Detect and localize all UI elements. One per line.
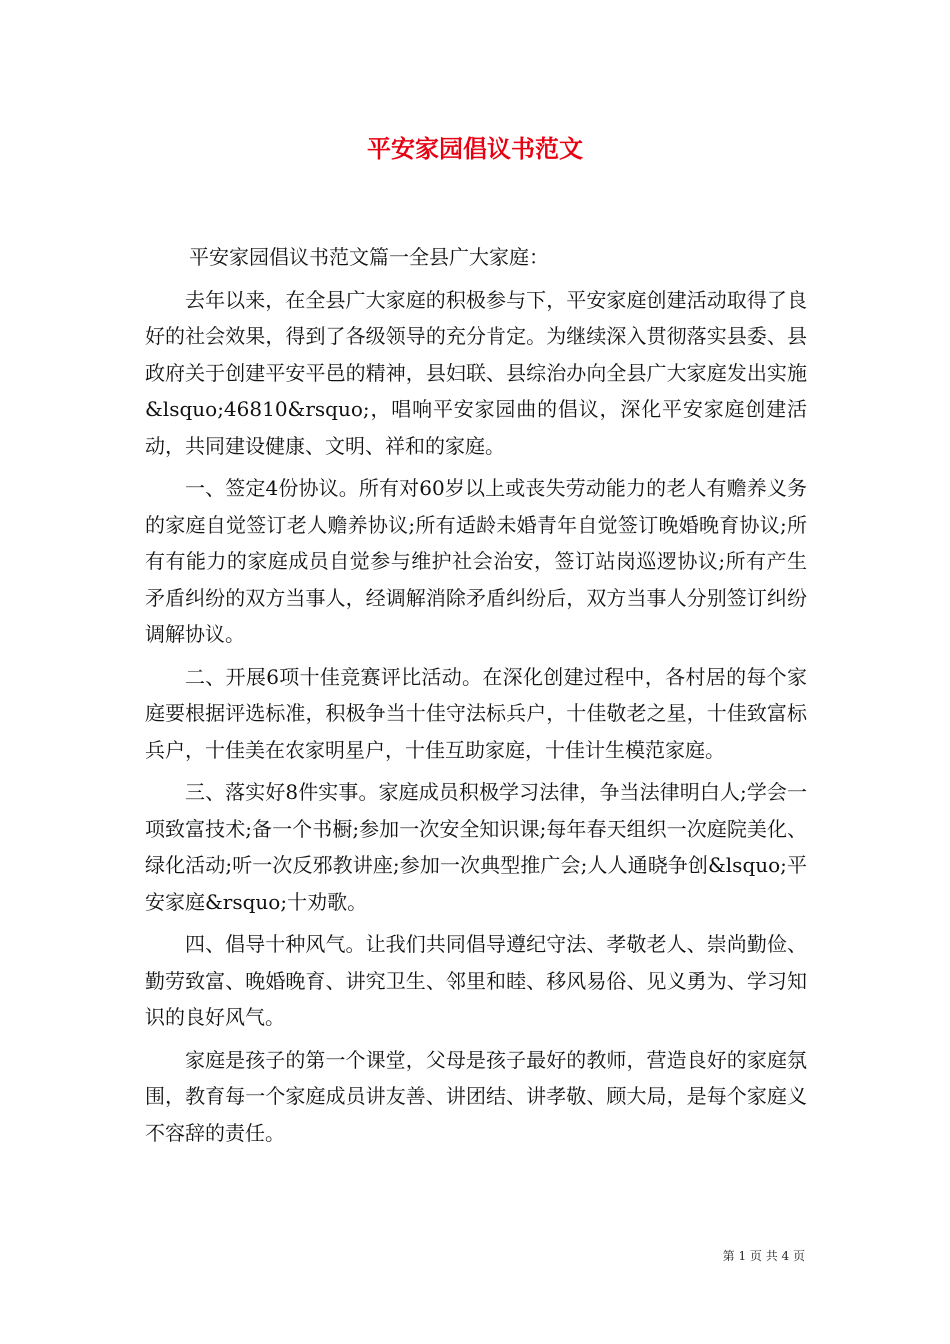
paragraph-item-2: 二、开展6项十佳竞赛评比活动。在深化创建过程中，各村居的每个家庭要根据评选标准，积极争当十佳守法标兵户，十佳敬老之星，十佳致富标兵户，十佳美在农家明星户，十佳互助家庭，十佳计生模范家庭。 — [145, 664, 807, 762]
paragraph-conclusion: 家庭是孩子的第一个课堂，父母是孩子最好的教师，营造良好的家庭氛围，教育每一个家庭成员讲友善、讲团结、讲孝敬、顾大局，是每个家庭义不容辞的责任。 — [145, 1047, 807, 1145]
page-number-footer: 第 1 页 共 4 页 — [722, 1249, 805, 1263]
paragraph-item-3: 三、落实好8件实事。家庭成员积极学习法律，争当法律明白人;学会一项致富技术;备一个书橱;参加一次安全知识课;每年春天组织一次庭院美化、绿化活动;听一次反邪教讲座;参加一次典型推广会;人人通晓争创&lsquo;平安家庭&rsquo;十劝歌。 — [145, 780, 807, 914]
document-title: 平安家园倡议书范文 — [367, 134, 583, 163]
paragraph-greeting: 平安家园倡议书范文篇一全县广大家庭： — [189, 245, 549, 269]
paragraph-intro: 去年以来，在全县广大家庭的积极参与下，平安家庭创建活动取得了良好的社会效果，得到了各级领导的充分肯定。为继续深入贯彻落实县委、县政府关于创建平安平邑的精神，县妇联、县综治办向全县广大家庭发出实施&lsquo;46810&rsquo;，唱响平安家园曲的倡议，深化平安家庭创建活动，共同建设健康、文明、祥和的家庭。 — [145, 287, 807, 458]
document-body — [145, 239, 807, 1157]
paragraph-item-1: 一、签定4份协议。所有对60岁以上或丧失劳动能力的老人有赡养义务的家庭自觉签订老人赡养协议;所有适龄未婚青年自觉签订晚婚晚育协议;所有有能力的家庭成员自觉参与维护社会治安，签订站岗巡逻协议;所有产生矛盾纠纷的双方当事人，经调解消除矛盾纠纷后，双方当事人分别签订纠纷调解协议。 — [145, 476, 807, 646]
paragraph-item-4: 四、倡导十种风气。让我们共同倡导遵纪守法、孝敬老人、崇尚勤俭、勤劳致富、晚婚晚育、讲究卫生、邻里和睦、移风易俗、见义勇为、学习知识的良好风气。 — [145, 932, 807, 1029]
